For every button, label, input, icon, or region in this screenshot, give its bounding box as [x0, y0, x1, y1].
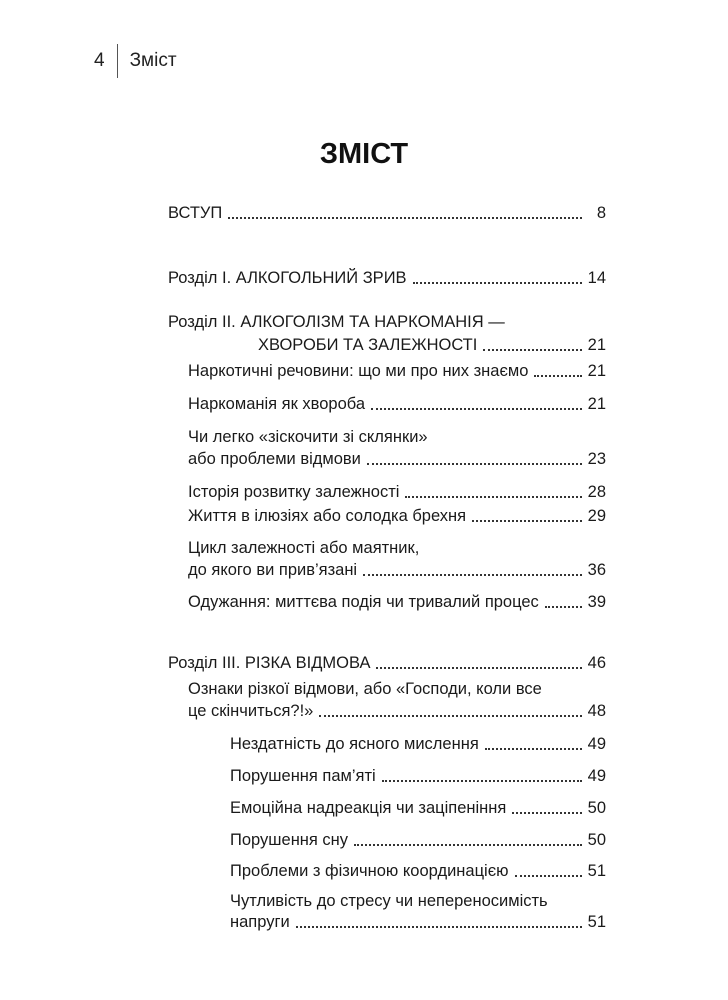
toc-page-number: 50	[587, 831, 606, 849]
running-head	[94, 44, 177, 78]
toc-entry-3-1-2	[230, 767, 606, 786]
header-divider	[117, 44, 118, 78]
toc-entry-label: Наркоманія як хвороба	[188, 395, 366, 413]
toc-entry-label: напруги	[230, 913, 290, 931]
toc-entry-2-6	[188, 561, 606, 580]
toc-entry-label: Розділ III. РІЗКА ВІДМОВА	[168, 654, 371, 672]
toc-entry-3-1	[188, 702, 606, 721]
toc-entry-2-7	[188, 593, 606, 612]
toc-entry-3-1-6	[230, 913, 606, 932]
leader-dots	[534, 372, 581, 377]
leader-dots	[382, 777, 582, 782]
toc-entry-label: це скінчиться?!»	[188, 702, 314, 720]
leader-dots	[413, 279, 582, 284]
toc-entry-chapter-2	[258, 336, 606, 355]
toc-page-number: 46	[587, 654, 606, 672]
toc-title: ЗМІСТ	[319, 138, 409, 170]
leader-dots	[354, 841, 582, 846]
toc-page-number: 29	[587, 507, 606, 525]
toc-entry-label: Життя в ілюзіях або солодка брехня	[188, 507, 467, 525]
leader-dots	[545, 603, 582, 608]
toc-entry-label: Одужання: миттєва подія чи тривалий процес	[188, 593, 539, 611]
toc-page-number: 51	[587, 862, 606, 880]
toc-page-number: 14	[587, 269, 606, 287]
toc-entry-3-1-4	[230, 831, 606, 850]
toc-page-number: 21	[587, 362, 606, 380]
toc-entry-3-1-1	[230, 735, 606, 754]
toc-entry-3-1-line1: Ознаки різкої відмови, або «Господи, коли все	[188, 680, 542, 698]
toc-entry-3-1-5	[230, 862, 606, 881]
toc-entry-label: Історія розвитку залежності	[188, 483, 400, 501]
toc-page-number: 23	[587, 450, 606, 468]
toc-entry-2-6-line1: Цикл залежності або маятник,	[188, 539, 420, 557]
toc-entry-intro	[168, 204, 606, 223]
toc-entry-label: Емоційна надреакція чи заціпеніння	[230, 799, 507, 817]
toc-entry-label: ХВОРОБИ ТА ЗАЛЕЖНОСТІ	[258, 336, 478, 354]
toc-entry-label: Нездатність до ясного мислення	[230, 735, 479, 753]
leader-dots	[485, 745, 582, 750]
toc-entry-label: до якого ви прив’язані	[188, 561, 358, 579]
leader-dots	[472, 517, 582, 522]
leader-dots	[483, 346, 581, 351]
toc-entry-label: або проблеми відмови	[188, 450, 361, 468]
toc-entry-label: Наркотичні речовини: що ми про них знаємо	[188, 362, 529, 380]
leader-dots	[512, 809, 581, 814]
toc-page-number: 36	[587, 561, 606, 579]
leader-dots	[296, 923, 582, 928]
toc-page-number: 49	[587, 767, 606, 785]
toc-entry-3-1-6-line1: Чутливість до стресу чи непереносимість	[230, 892, 548, 910]
toc-page-number: 50	[587, 799, 606, 817]
toc-entry-label: Порушення сну	[230, 831, 349, 849]
toc-page-number: 21	[587, 395, 606, 413]
toc-entry-2-3-line1: Чи легко «зіскочити зі склянки»	[188, 428, 428, 446]
toc-entry-label: Проблеми з фізичною координацією	[230, 862, 509, 880]
toc-page-number: 49	[587, 735, 606, 753]
toc-page-number: 28	[587, 483, 606, 501]
leader-dots	[367, 460, 582, 465]
leader-dots	[405, 493, 581, 498]
toc-entry-3-1-3	[230, 799, 606, 818]
toc-entry-chapter-1	[168, 269, 606, 288]
toc-entry-label: Розділ I. АЛКОГОЛЬНИЙ ЗРИВ	[168, 269, 407, 287]
toc-entry-2-5	[188, 507, 606, 526]
leader-dots	[228, 214, 582, 219]
toc-page-number: 21	[587, 336, 606, 354]
leader-dots	[371, 405, 582, 410]
toc-entry-2-4	[188, 483, 606, 502]
toc-page-number: 8	[596, 204, 606, 222]
toc-entry-label: Порушення пам’яті	[230, 767, 376, 785]
toc-entry-2-2	[188, 395, 606, 414]
toc-entry-2-1	[188, 362, 606, 381]
running-head-title: Зміст	[129, 50, 177, 71]
toc-page-number: 39	[587, 593, 606, 611]
toc-entry-chapter-2-line1: Розділ II. АЛКОГОЛІЗМ ТА НАРКОМАНІЯ —	[168, 313, 505, 331]
toc-entry-chapter-3	[168, 654, 606, 673]
toc-page-number: 51	[587, 913, 606, 931]
leader-dots	[515, 872, 582, 877]
page-number: 4	[94, 50, 105, 71]
toc-entry-label: ВСТУП	[168, 204, 223, 222]
leader-dots	[376, 664, 581, 669]
leader-dots	[363, 571, 582, 576]
leader-dots	[319, 712, 581, 717]
toc-page-number: 48	[587, 702, 606, 720]
toc-entry-2-3	[188, 450, 606, 469]
